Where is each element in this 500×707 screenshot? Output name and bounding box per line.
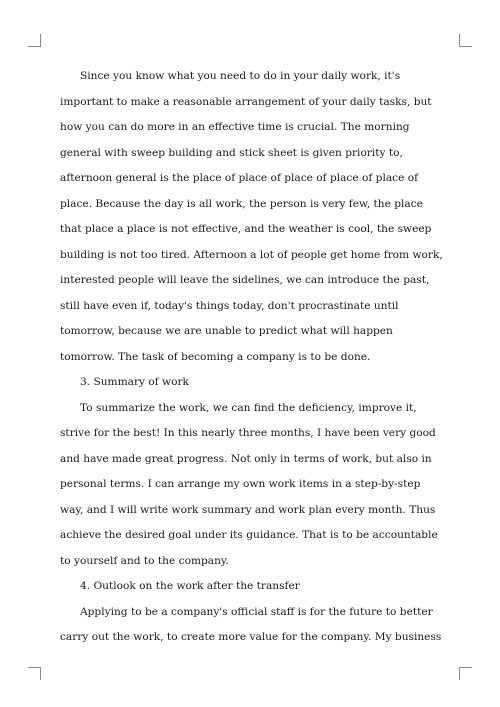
- section-heading-summary: 3. Summary of work: [80, 376, 189, 388]
- paragraph-outlook: Applying to be a company's official staff is for the future to better carry out the work, to create more value for the company. My business: [60, 605, 442, 643]
- paragraph-daily-work: Since you know what you need to do in your daily work, it's important to make a reasonable arrangement of your daily tasks, but how you can do more in an effective time is crucial. The morning general with sweep building and stick sheet is given priority to, afternoon general is the place of place of place of place of place of place. Because the day is all work, the person is very few, the place that place a place is not effective, and the weather is cool, the sweep building is not too tired. Afternoon a lot of people get home from work, interested people will leave the sidelines, we can introduce the past, still have even if, today's things today, don't procrastinate until tomorrow, because we are unable to predict what will happen tomorrow. The task of becoming a company is to be done.: [60, 70, 443, 363]
- crop-mark-bottom-right: [459, 667, 472, 680]
- document-body: [60, 64, 444, 651]
- crop-mark-bottom-left: [28, 667, 41, 680]
- paragraph-summary: To summarize the work, we can find the deficiency, improve it, strive for the best! In this nearly three months, I have been very good and have made great progress. Not only in terms of work, but also in personal terms. I can arrange my own work items in a step-by-step way, and I will write work summary and work plan every month. Thus achieve the desired goal under its guidance. That is to be accountable to yourself and to the company.: [60, 401, 438, 567]
- crop-mark-top-left: [28, 34, 41, 47]
- section-heading-outlook: 4. Outlook on the work after the transfer: [80, 580, 300, 592]
- crop-mark-top-right: [459, 34, 472, 47]
